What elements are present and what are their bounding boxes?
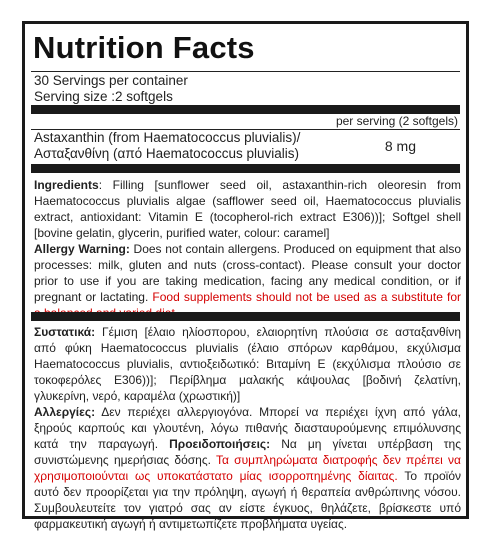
greek-ingredients-text: Γέμιση [έλαιο ηλίοσπορου, ελαιορητίνη πλούσια σε ασταξανθίνη από φύκη Haematococcus pluvialis (έλαιο σπόρων καρθάμου, εκχύλισμα Haematococcus pluvialis, αντιοξειδωτικό: Βιταμίνη Ε (εκχύλισμα πλούσιο σε τοκοφερόλες Ε306))]; Περίβλημα μαλακής κάψουλας [βοδινή ζελατίνη, γλυκερίνη, νερό, καραμέλα (χρωστική)] xyxy=(34,325,461,403)
ingredients-label: Ingredients xyxy=(34,178,99,192)
greek-allergy-text: Δεν περιέχει αλλεργιογόνα. Μπορεί να περιέχει ίχνη από γάλα, ξηρούς καρπούς και γλουτένη, λόγω πιθανής διασταυρούμενης επιμόλυνσης κατά την παραγωγή. xyxy=(34,405,461,451)
greek-precautions-label: Προειδοποιήσεις: xyxy=(169,437,271,451)
greek-section xyxy=(34,324,461,532)
greek-supplement-warning: Τα συμπληρώματα διατροφής δεν πρέπει να χρησιμοποιούνται ως υποκατάστατο μίας ισορροπημένης δίαιτας. xyxy=(34,453,461,483)
language-divider xyxy=(31,312,460,321)
ingredient-name xyxy=(34,130,300,162)
greek-ingredients-label: Συστατικά: xyxy=(34,325,96,339)
allergy-text: Does not contain allergens. Produced on equipment that also processes: milk, gluten and nuts (cross-contact). Please consult your doctor prior to use if you are taking medication, facing any medical condition, or if pregnant or lactating. xyxy=(34,242,462,304)
panel-title: Nutrition Facts xyxy=(33,30,255,65)
ingredient-name-gr: Ασταξανθίνη (από Haematococcus pluvialis) xyxy=(34,146,299,161)
ingredient-divider xyxy=(31,164,460,173)
nutrition-facts-panel xyxy=(22,21,469,531)
greek-allergy-label: Αλλεργίες: xyxy=(34,405,96,419)
ingredient-name-en: Astaxanthin (from Haematococcus pluvialis)/ xyxy=(34,130,301,145)
serving-size: Serving size :2 softgels xyxy=(34,89,173,104)
ingredients-text: : Filling [sunflower seed oil, astaxanthin-rich oleoresin from Haematococcus pluvialis algae (safflower seed oil, Haematococcus pluvialis extract, antioxidant: Vitamin E (tocopherol-rich extract E306))]; Softgel shell [bovine gelatin, glycerin, purified water, colour: caramel] xyxy=(34,178,461,240)
serving-divider xyxy=(31,105,460,114)
title-divider xyxy=(31,71,460,72)
allergy-label: Allergy Warning: xyxy=(34,242,130,256)
servings-per-container: 30 Servings per container xyxy=(34,73,188,88)
supplement-warning: Food supplements should not be used as a substitute for xyxy=(152,290,461,304)
greek-precautions-text: Να μη γίνεται υπέρβαση της συνιστώμενης ημερήσιας δόσης. xyxy=(34,437,462,467)
greek-closing-text: Το προϊόν αυτό δεν προορίζεται για την πρόληψη, αγωγή ή θεραπεία ανθρώπινης νόσου. Συμβουλευτείτε τον γιατρό σας αν είστε έγκυος, θηλάζετε, βρίσκεστε υπό φαρμακευτική αγωγή ή αντιμετωπίζετε προβλήματα υγείας. xyxy=(34,469,461,531)
per-serving-header: per serving (2 softgels) xyxy=(335,114,458,128)
ingredient-amount: 8 mg xyxy=(384,138,416,154)
english-section xyxy=(34,177,461,321)
